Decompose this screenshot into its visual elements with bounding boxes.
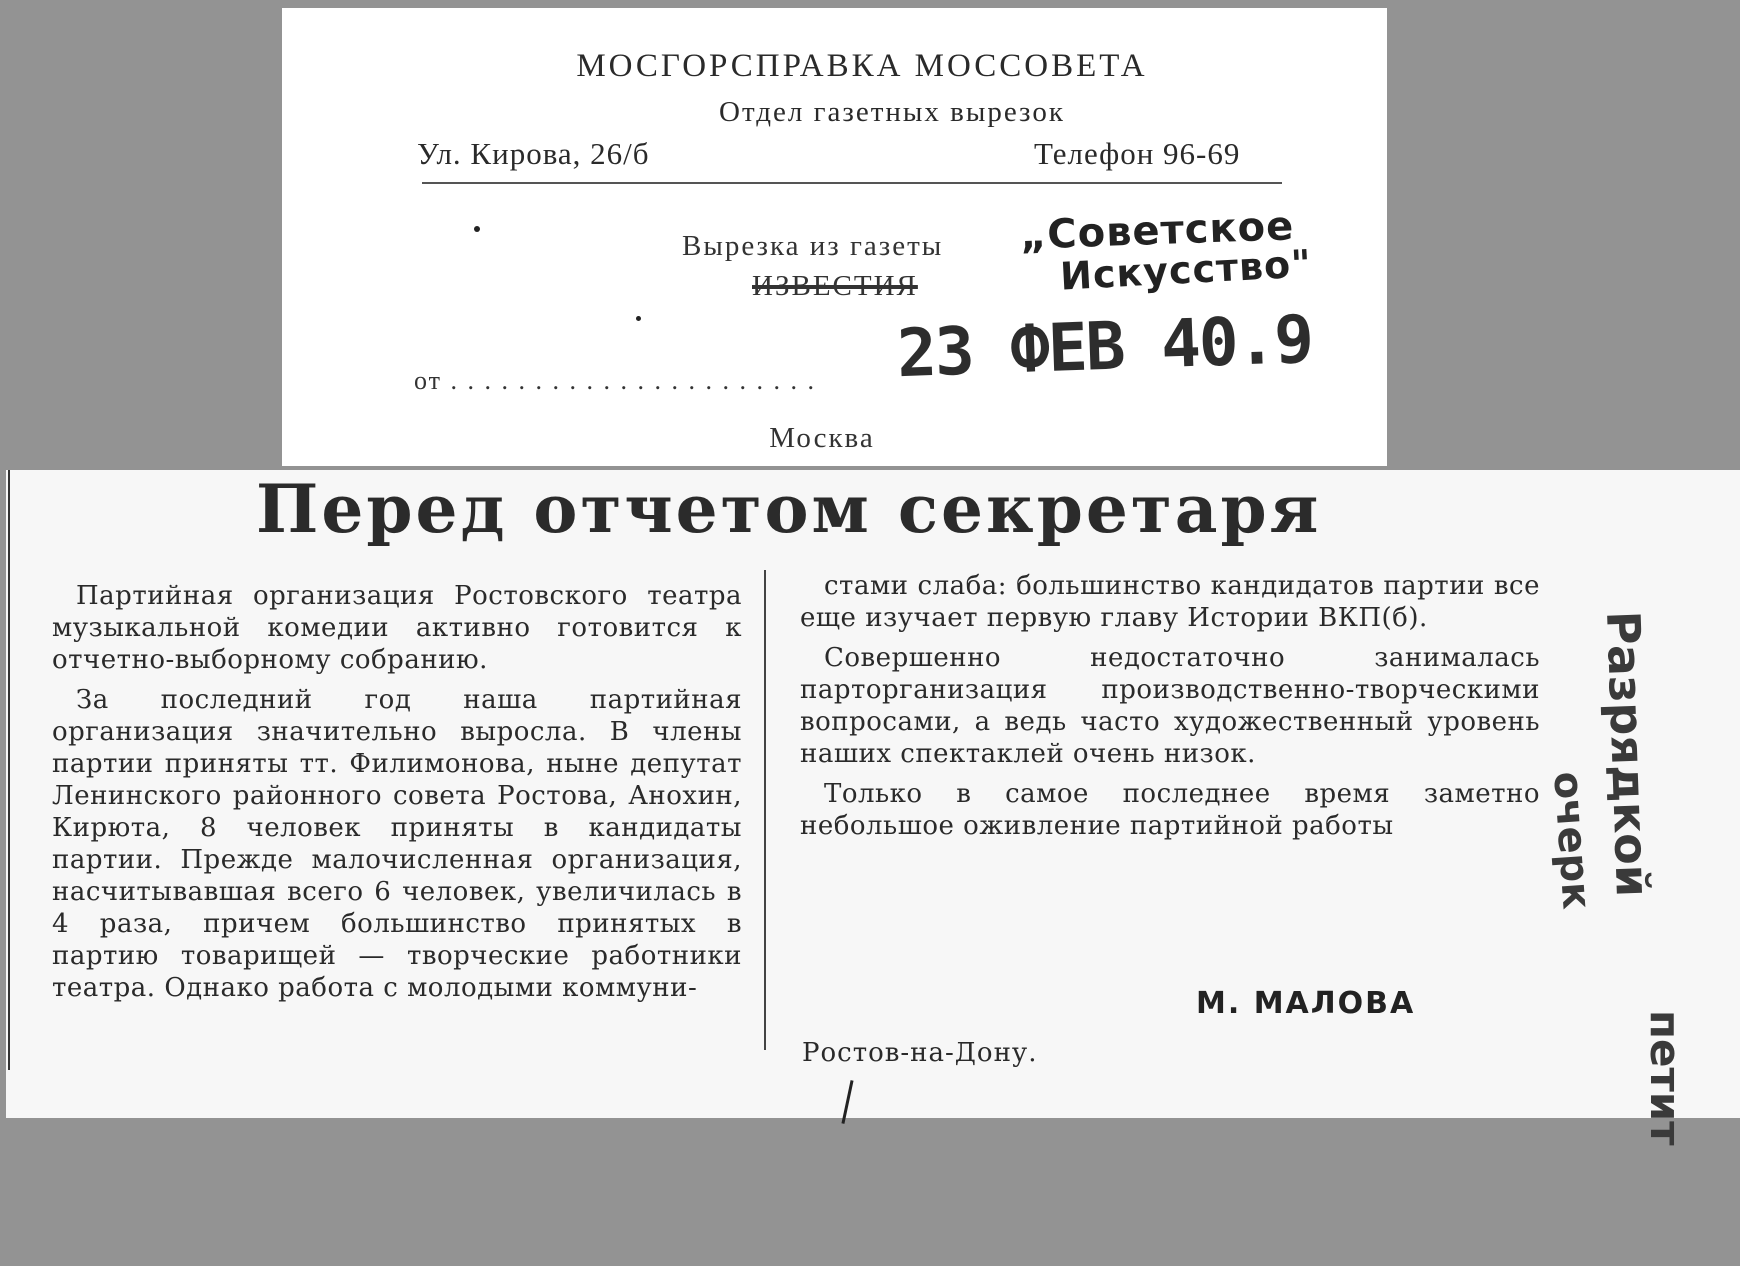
bureau-department: Отдел газетных вырезок (719, 96, 1065, 128)
margin-handwriting-3: петит (1641, 1010, 1690, 1146)
article-left-border (8, 470, 10, 1070)
handwritten-paper-name-line1: „Советское (1019, 203, 1295, 259)
right-paragraph: Совершенно недостаточно занималась парторганизация производственно-творческими вопросами, а ведь часто художественный уровень наших спектаклей очень низок. (800, 643, 1540, 769)
slip-divider (422, 182, 1282, 184)
article-headline: Перед отчетом секретаря (256, 470, 1322, 548)
article-right-column (800, 570, 1540, 850)
handwritten-paper-name-line2: Искусство" (1059, 241, 1313, 299)
bureau-name: МОСГОРСПРАВКА МОССОВЕТА (576, 48, 1148, 84)
ink-speck (474, 226, 480, 232)
struck-paper-name: ИЗВЕСТИЯ (752, 270, 918, 302)
article-left-column (52, 580, 742, 1012)
right-paragraph: стами слаба: большинство кандидатов партии все еще изучает первую главу Истории ВКП(б). (800, 571, 1540, 633)
slip-city: Москва (769, 422, 875, 454)
bureau-address: Ул. Кирова, 26/б (417, 136, 650, 171)
date-stamp: 23 ФЕВ 40.9 (895, 300, 1314, 393)
article-place: Ростов-на-Дону. (802, 1038, 1038, 1068)
margin-handwriting-2: очерк (1544, 770, 1600, 911)
margin-handwriting-1: Разрядкой (1596, 610, 1660, 898)
left-paragraph: Партийная организация Ростовского театра музыкальной комедии активно готовится к отчетно-выборному собранию. (52, 581, 742, 675)
article-author: М. МАЛОВА (1196, 986, 1416, 1021)
column-divider (764, 570, 766, 1050)
ink-speck (636, 316, 641, 321)
clipping-bureau-slip (282, 8, 1387, 466)
left-paragraph: За последний год наша партийная организация значительно выросла. В члены партии приняты тт. Филимонова, ныне депутат Ленинского районного совета Ростова, Анохин, Кирюта, 8 человек приняты в кандидаты партии. Прежде малочисленная организация, насчитывавшая всего 6 человек, увеличилась в 4 раза, причем большинство принятых в партию товарищей — творческие работники театра. Однако работа с молодыми коммуни- (52, 685, 742, 1003)
newspaper-article (6, 470, 1740, 1118)
from-dotted-line: от . . . . . . . . . . . . . . . . . . . . . . (414, 366, 817, 395)
bureau-phone: Телефон 96-69 (1034, 136, 1241, 171)
clipping-label: Вырезка из газеты (682, 230, 944, 262)
right-paragraph: Только в самое последнее время заметно небольшое оживление партийной работы (800, 779, 1540, 841)
